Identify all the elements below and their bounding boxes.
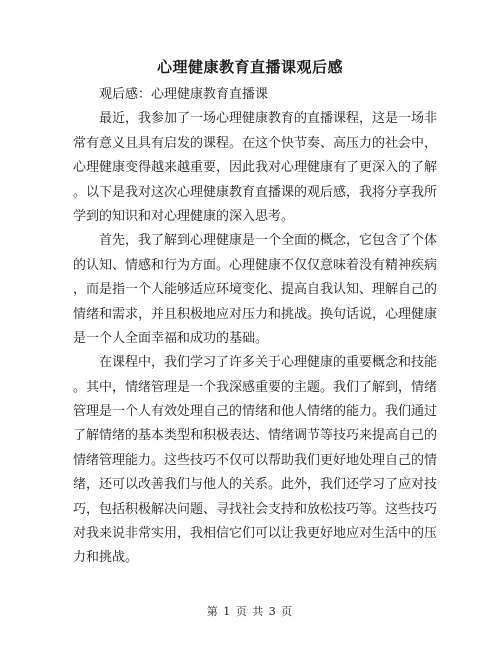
- paragraph-3-line-3: 管理是一个人有效处理自己的情绪和他人情绪的能力。我们通过: [73, 404, 438, 420]
- paragraph-3-line-7: 巧，包括积极解决问题、寻找社会支持和放松技巧等。这些技巧: [73, 501, 438, 517]
- paragraph-1-line-2: 常有意义且具有启发的课程。在这个快节奏、高压力的社会中，: [73, 135, 438, 151]
- paragraph-2-line-2: 的认知、情感和行为方面。心理健康不仅仅意味着没有精神疾病: [73, 257, 438, 273]
- paragraph-3-line-4: 了解情绪的基本类型和积极表达、情绪调节等技巧来提高自己的: [73, 428, 438, 444]
- paragraph-2-line-4: 情绪和需求，并且积极地应对压力和挑战。换句话说，心理健康: [73, 306, 438, 322]
- document-title: 心理健康教育直播课观后感: [156, 58, 343, 76]
- subtitle-line: 观后感：心理健康教育直播课: [99, 87, 269, 102]
- paragraph-3-line-5: 情绪管理能力。这些技巧不仅可以帮助我们更好地处理自己的情: [73, 452, 438, 468]
- paragraph-2-line-1: 首先，我了解到心理健康是一个全面的概念，它包含了个体: [99, 233, 438, 249]
- paragraph-1-line-5: 学到的知识和对心理健康的深入思考。: [73, 208, 295, 224]
- paragraph-3-line-6: 绪，还可以改善我们与他人的关系。此外，我们还学习了应对技: [73, 477, 438, 493]
- page-number-footer: 第 1 页 共 3 页: [206, 605, 294, 618]
- paragraph-1-line-1: 最近，我参加了一场心理健康教育的直播课程，这是一场非: [99, 111, 438, 127]
- paragraph-3-line-8: 对我来说非常实用，我相信它们可以让我更好地应对生活中的压: [73, 526, 438, 542]
- paragraph-2-line-5: 是一个人全面幸福和成功的基础。: [73, 330, 269, 346]
- paragraph-3-line-2: 。其中，情绪管理是一个我深感重要的主题。我们了解到，情绪: [73, 379, 438, 395]
- paragraph-1-line-3: 心理健康变得越来越重要，因此我对心理健康有了更深入的了解: [73, 160, 438, 176]
- paragraph-3-line-1: 在课程中，我们学习了许多关于心理健康的重要概念和技能: [99, 355, 438, 371]
- paragraph-2-line-3: ，而是指一个人能够适应环境变化、提高自我认知、理解自己的: [73, 282, 438, 298]
- document-body: [73, 83, 438, 571]
- paragraph-1-line-4: 。以下是我对这次心理健康教育直播课的观后感，我将分享我所: [73, 184, 438, 200]
- paragraph-3-line-9: 力和挑战。: [73, 550, 139, 566]
